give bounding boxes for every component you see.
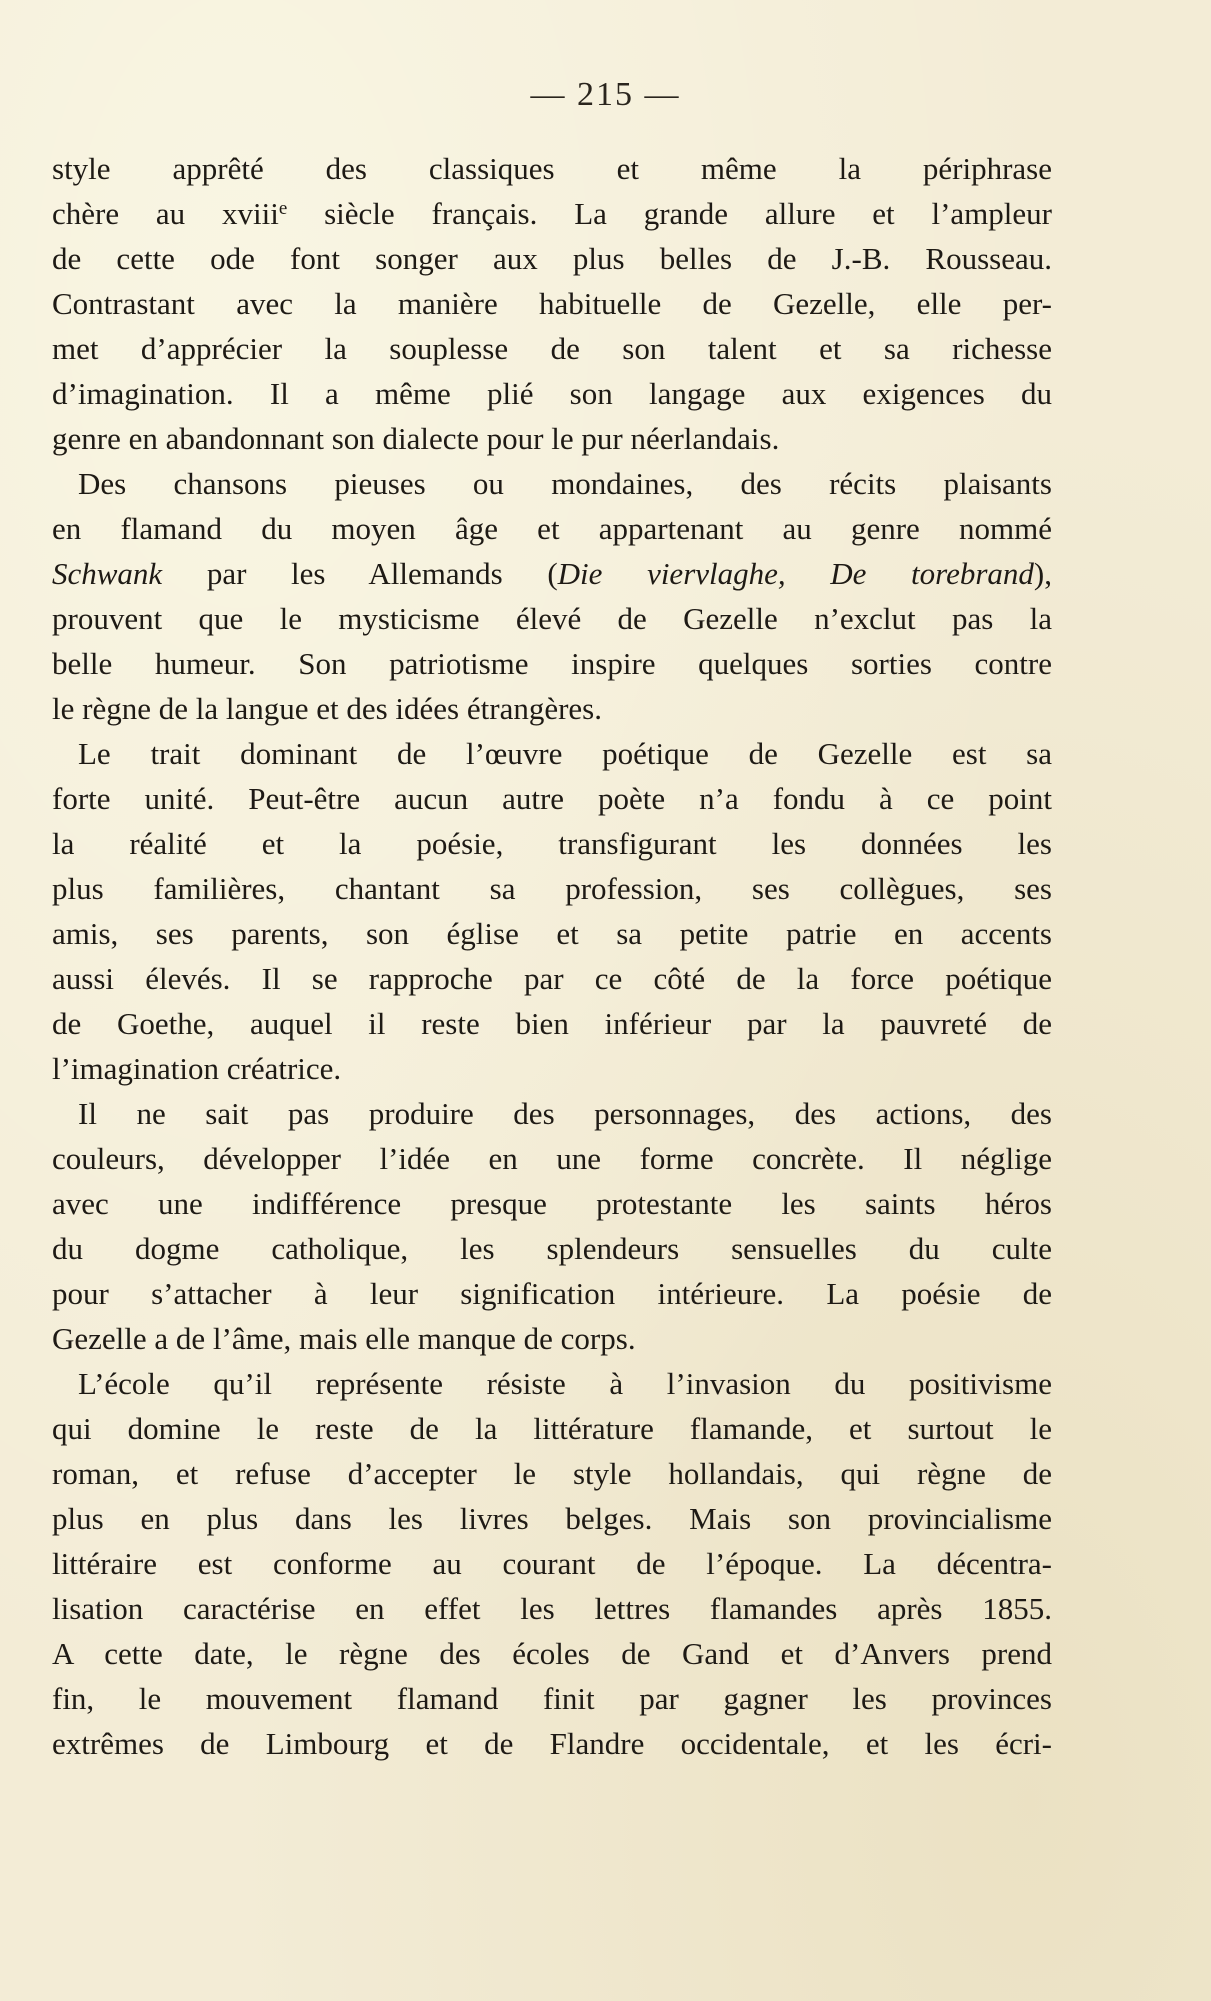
text-line: forte unité. Peut-être aucun autre poète n’a fondu à ce point (52, 781, 1052, 816)
text-line: aussi élevés. Il se rapproche par ce côté de la force poétique (52, 961, 1052, 996)
body-text (52, 146, 1052, 1766)
text-line: roman, et refuse d’accepter le style hollandais, qui règne de (52, 1456, 1052, 1491)
text-line: chère au xviii$^e$ siècle français. La grande allure et l’ampleur (52, 196, 1052, 231)
text-line: avec une indifférence presque protestante les saints héros (52, 1186, 1052, 1221)
text-line: style apprêté des classiques et même la périphrase (52, 151, 1052, 186)
paragraph-start-line: Il ne sait pas produire des personnages, des actions, des (78, 1096, 1052, 1131)
text-line: la réalité et la poésie, transfigurant les données les (52, 826, 1052, 861)
text-line: prouvent que le mysticisme élevé de Gezelle n’exclut pas la (52, 601, 1052, 636)
text-line: Gezelle a de l’âme, mais elle manque de corps. (52, 1321, 636, 1356)
text-line: met d’apprécier la souplesse de son talent et sa richesse (52, 331, 1052, 366)
text-line: amis, ses parents, son église et sa petite patrie en accents (52, 916, 1052, 951)
text-line: extrêmes de Limbourg et de Flandre occidentale, et les écri- (52, 1726, 1052, 1761)
text-line: couleurs, développer l’idée en une forme concrète. Il néglige (52, 1141, 1052, 1176)
text-line: du dogme catholique, les splendeurs sensuelles du culte (52, 1231, 1052, 1266)
text-line: littéraire est conforme au courant de l’époque. La décentra- (52, 1546, 1052, 1581)
text-line: plus en plus dans les livres belges. Mais son provincialisme (52, 1501, 1052, 1536)
text-line: de Goethe, auquel il reste bien inférieur par la pauvreté de (52, 1006, 1052, 1041)
text-line: qui domine le reste de la littérature flamande, et surtout le (52, 1411, 1052, 1446)
text-line: le règne de la langue et des idées étrangères. (52, 691, 602, 726)
text-line: genre en abandonnant son dialecte pour le pur néerlandais. (52, 421, 780, 456)
text-line: belle humeur. Son patriotisme inspire quelques sorties contre (52, 646, 1052, 681)
paragraph-start-line: Le trait dominant de l’œuvre poétique de Gezelle est sa (78, 736, 1052, 771)
text-line: lisation caractérise en effet les lettres flamandes après 1855. (52, 1591, 1052, 1626)
text-line: plus familières, chantant sa profession, ses collègues, ses (52, 871, 1052, 906)
paragraph-start-line: L’école qu’il représente résiste à l’invasion du positivisme (78, 1366, 1052, 1401)
text-line: Schwank par les Allemands (Die viervlaghe, De torebrand), (52, 556, 1052, 591)
text-line: Contrastant avec la manière habituelle de Gezelle, elle per- (52, 286, 1052, 321)
text-line: d’imagination. Il a même plié son langage aux exigences du (52, 376, 1052, 411)
text-line: A cette date, le règne des écoles de Gand et d’Anvers prend (52, 1636, 1052, 1671)
text-line: en flamand du moyen âge et appartenant au genre nommé (52, 511, 1052, 546)
text-line: de cette ode font songer aux plus belles de J.-B. Rousseau. (52, 241, 1052, 276)
text-line: pour s’attacher à leur signification intérieure. La poésie de (52, 1276, 1052, 1311)
text-line: fin, le mouvement flamand finit par gagner les provinces (52, 1681, 1052, 1716)
paragraph-start-line: Des chansons pieuses ou mondaines, des récits plaisants (78, 466, 1052, 501)
text-line: l’imagination créatrice. (52, 1051, 342, 1086)
page-number: — 215 — (530, 76, 681, 113)
